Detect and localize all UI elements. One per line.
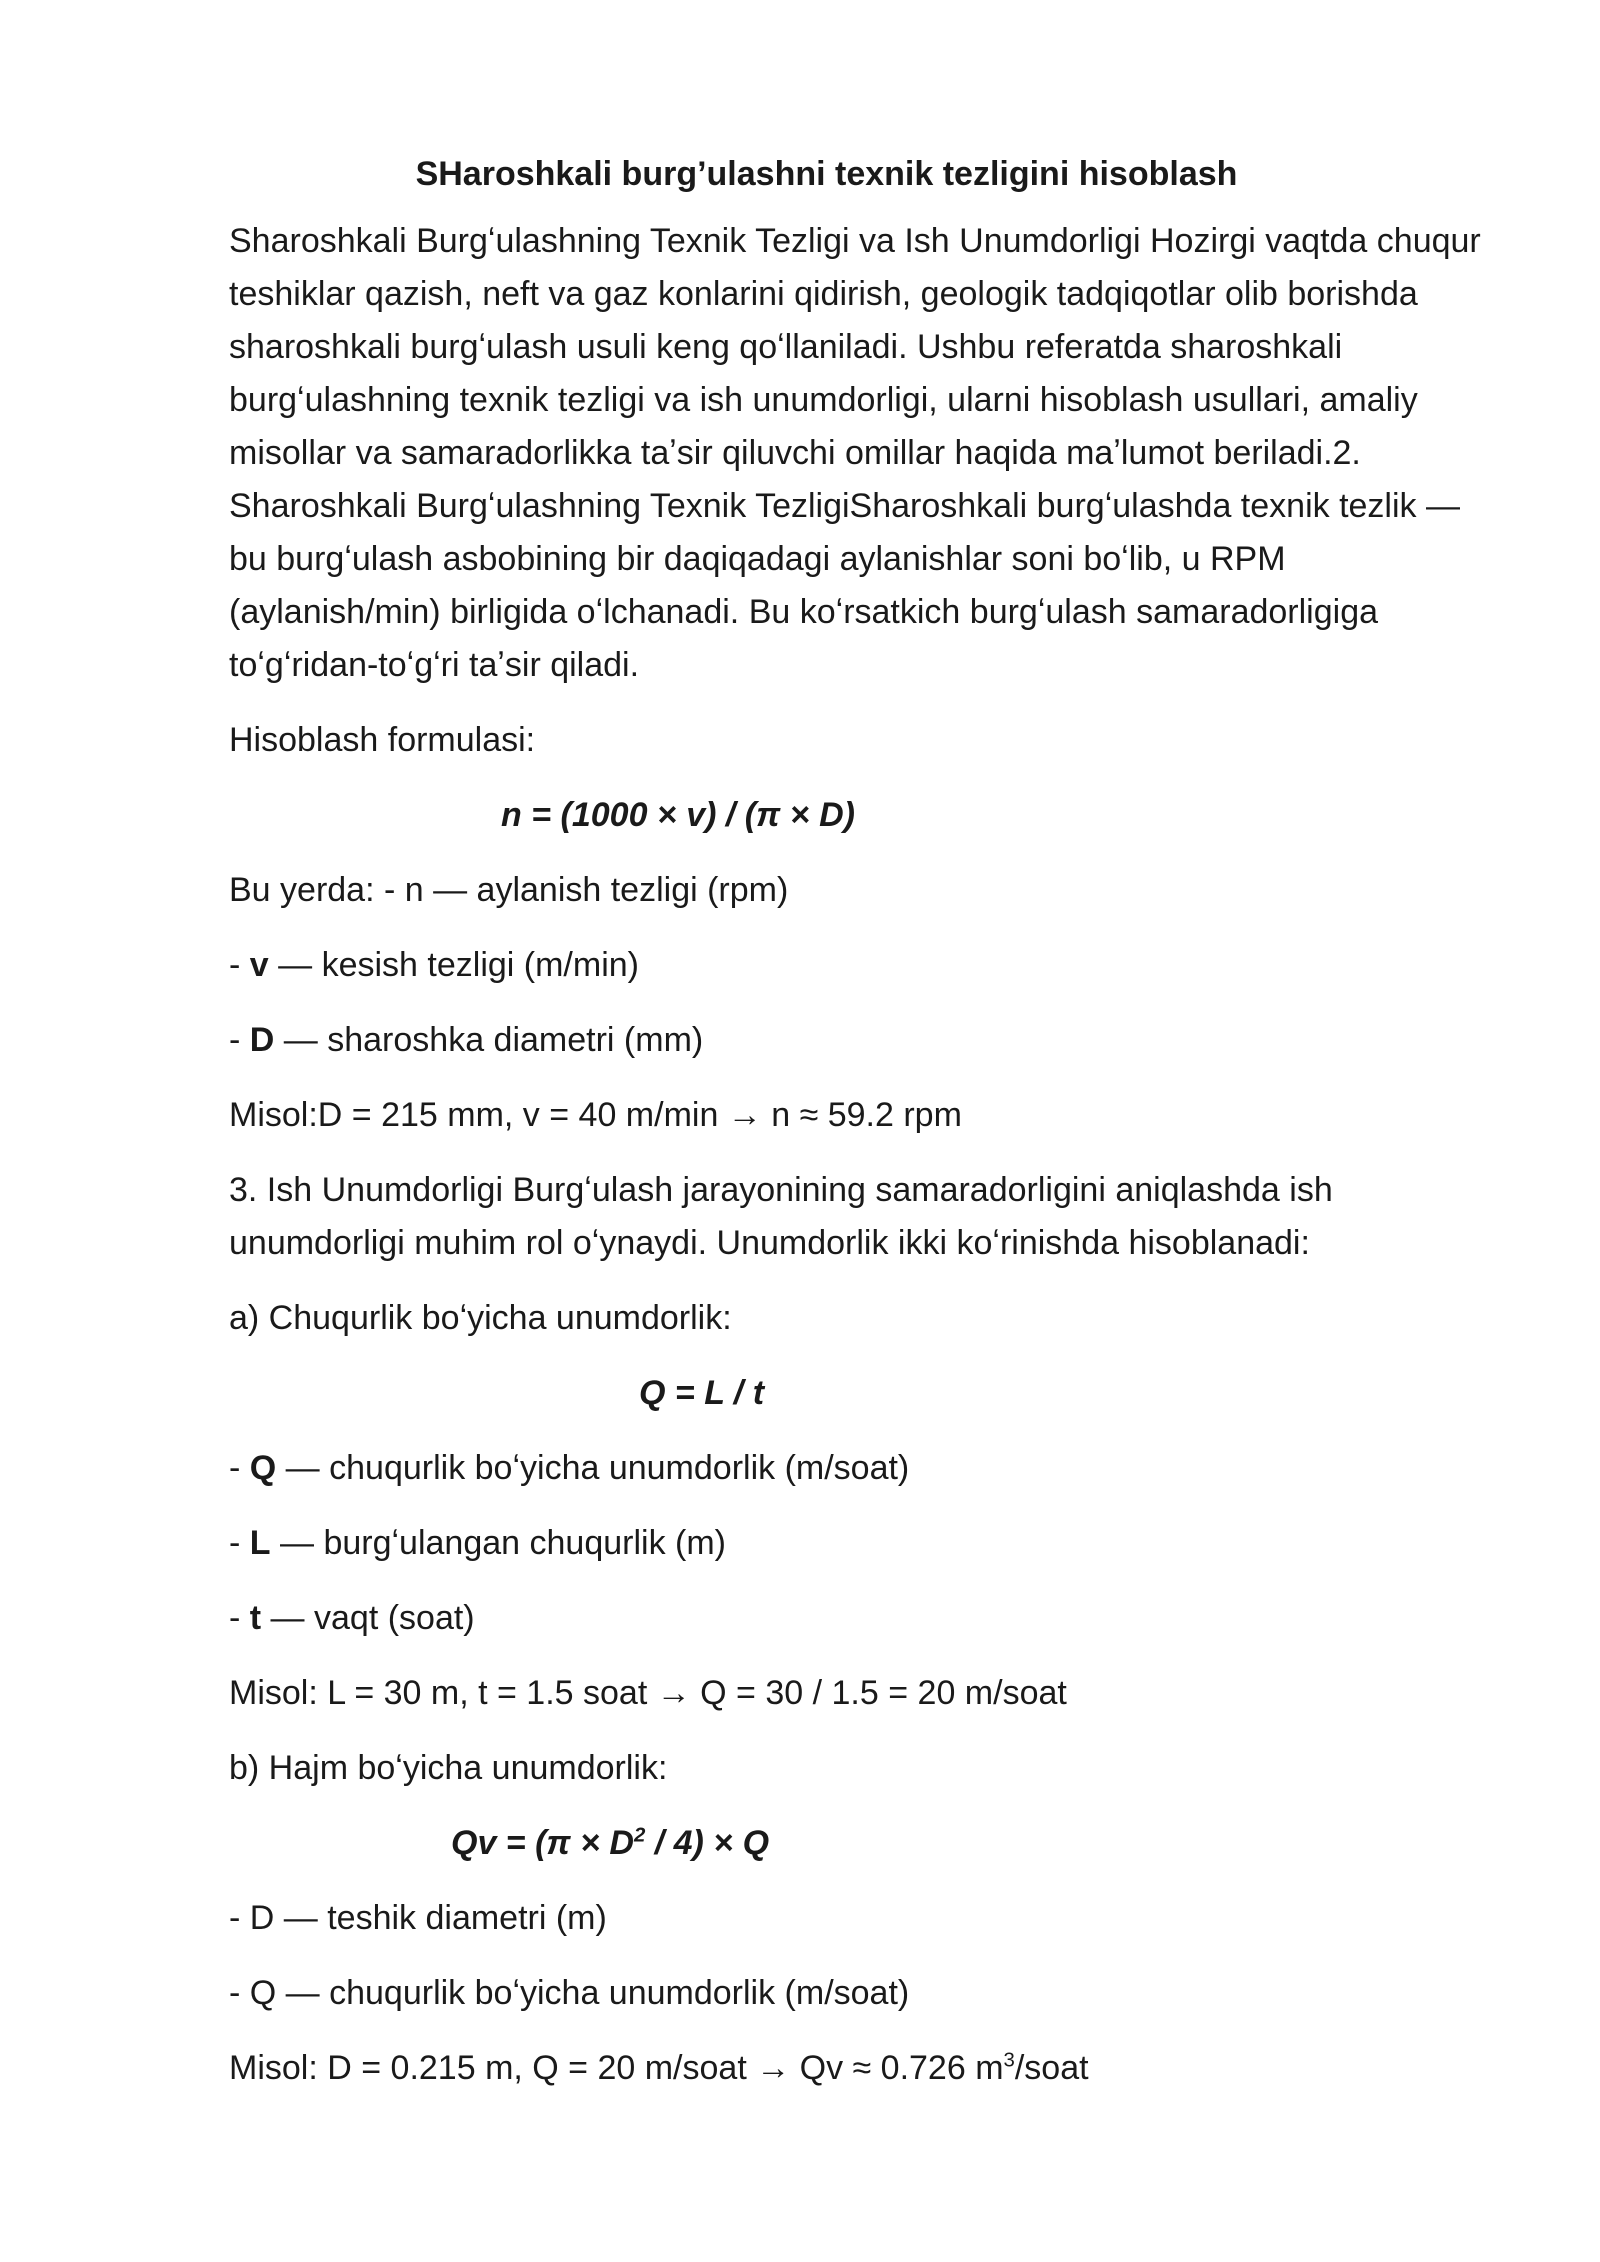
definition-hole-diameter: - D — teshik diametri (m) [229,1899,607,1937]
definition-d [229,1014,1491,1067]
definition-d-text: — sharoshka diametri (mm) [274,1021,704,1059]
section-3-paragraph: 3. Ish Unumdorligi Burgʻulash jarayonining samaradorligini aniqlashda ish unumdorligi muhim rol oʻynaydi. Unumdorlik ikki koʻrinishda hisoblanadi: [229,1171,1333,1262]
definition-prefix: - [229,1021,250,1059]
example-rotation: Misol:D = 215 mm, v = 40 m/min → n ≈ 59.2 rpm [229,1096,962,1134]
formula-volume-part-1: Qv = (π × D [451,1824,634,1862]
definition-t [229,1592,1491,1645]
where-line: Bu yerda: - n — aylanish tezligi (rpm) [229,871,789,909]
example-volume-part-2: /soat [1014,2049,1089,2087]
definition-prefix: - [229,1449,250,1487]
document-body [229,148,1491,2117]
formula-volume-productivity [229,1817,1491,1870]
definition-q [229,1442,1491,1495]
symbol-d: D [249,1021,275,1059]
example-volume-part-1: Misol: D = 0.215 m, Q = 20 m/soat → Qv ≈ 0.726 m [229,2049,1004,2087]
definition-prefix: - [229,946,250,984]
formula-volume-part-2: / 4) × Q [645,1824,770,1862]
symbol-v: v [249,946,269,984]
example-depth: Misol: L = 30 m, t = 1.5 soat → Q = 30 / 1.5 = 20 m/soat [229,1674,1067,1712]
symbol-l: L [249,1524,271,1562]
intro-paragraph: Sharoshkali Burgʻulashning Texnik Tezligi va Ish Unumdorligi Hozirgi vaqtda chuqur teshiklar qazish, neft va gaz konlarini qidirish, geologik tadqiqotlar olib borishda sharoshkali burgʻulash usuli keng qoʻllaniladi. Ushbu referatda sharoshkali burgʻulashning texnik tezligi va ish unumdorligi, ularni hisoblash usullari, amaliy misollar va samaradorlikka taʼsir qiluvchi omillar haqida maʼlumot beriladi.2. Sharoshkali Burgʻulashning Texnik TezligiSharoshkali burgʻulashda texnik tezlik — bu burgʻulash asbobining bir daqiqadagi aylanishlar soni boʻlib, u RPM (aylanish/min) birligida oʻlchanadi. Bu koʻrsatkich burgʻulash samaradorligiga toʻgʻridan-toʻgʻri taʼsir qiladi. [229,222,1481,684]
definition-q-repeat: - Q — chuqurlik boʻyicha unumdorlik (m/soat) [229,1974,910,2012]
definition-prefix: - [229,1524,250,1562]
definition-prefix: - [229,1599,250,1637]
definition-t-text: — vaqt (soat) [261,1599,475,1637]
definition-l [229,1517,1491,1570]
definition-q-text: — chuqurlik boʻyicha unumdorlik (m/soat) [276,1449,910,1487]
section-a-heading: a) Chuqurlik boʻyicha unumdorlik: [229,1299,732,1337]
formula-heading: Hisoblash formulasi: [229,721,536,759]
symbol-t: t [249,1599,262,1637]
section-b-heading: b) Hajm boʻyicha unumdorlik: [229,1749,668,1787]
definition-v [229,939,1491,992]
formula-rotation-speed: n = (1000 × v) / (π × D) [501,796,855,834]
definition-v-text: — kesish tezligi (m/min) [268,946,639,984]
symbol-q: Q [249,1449,277,1487]
formula-depth-productivity: Q = L / t [639,1374,765,1412]
example-volume [229,2042,1491,2095]
definition-l-text: — burgʻulangan chuqurlik (m) [270,1524,726,1562]
example-volume-exponent: 3 [1003,2049,1015,2072]
document-title: SHaroshkali burg’ulashni texnik tezligini hisoblash [415,155,1238,193]
formula-volume-exponent: 2 [633,1824,646,1847]
